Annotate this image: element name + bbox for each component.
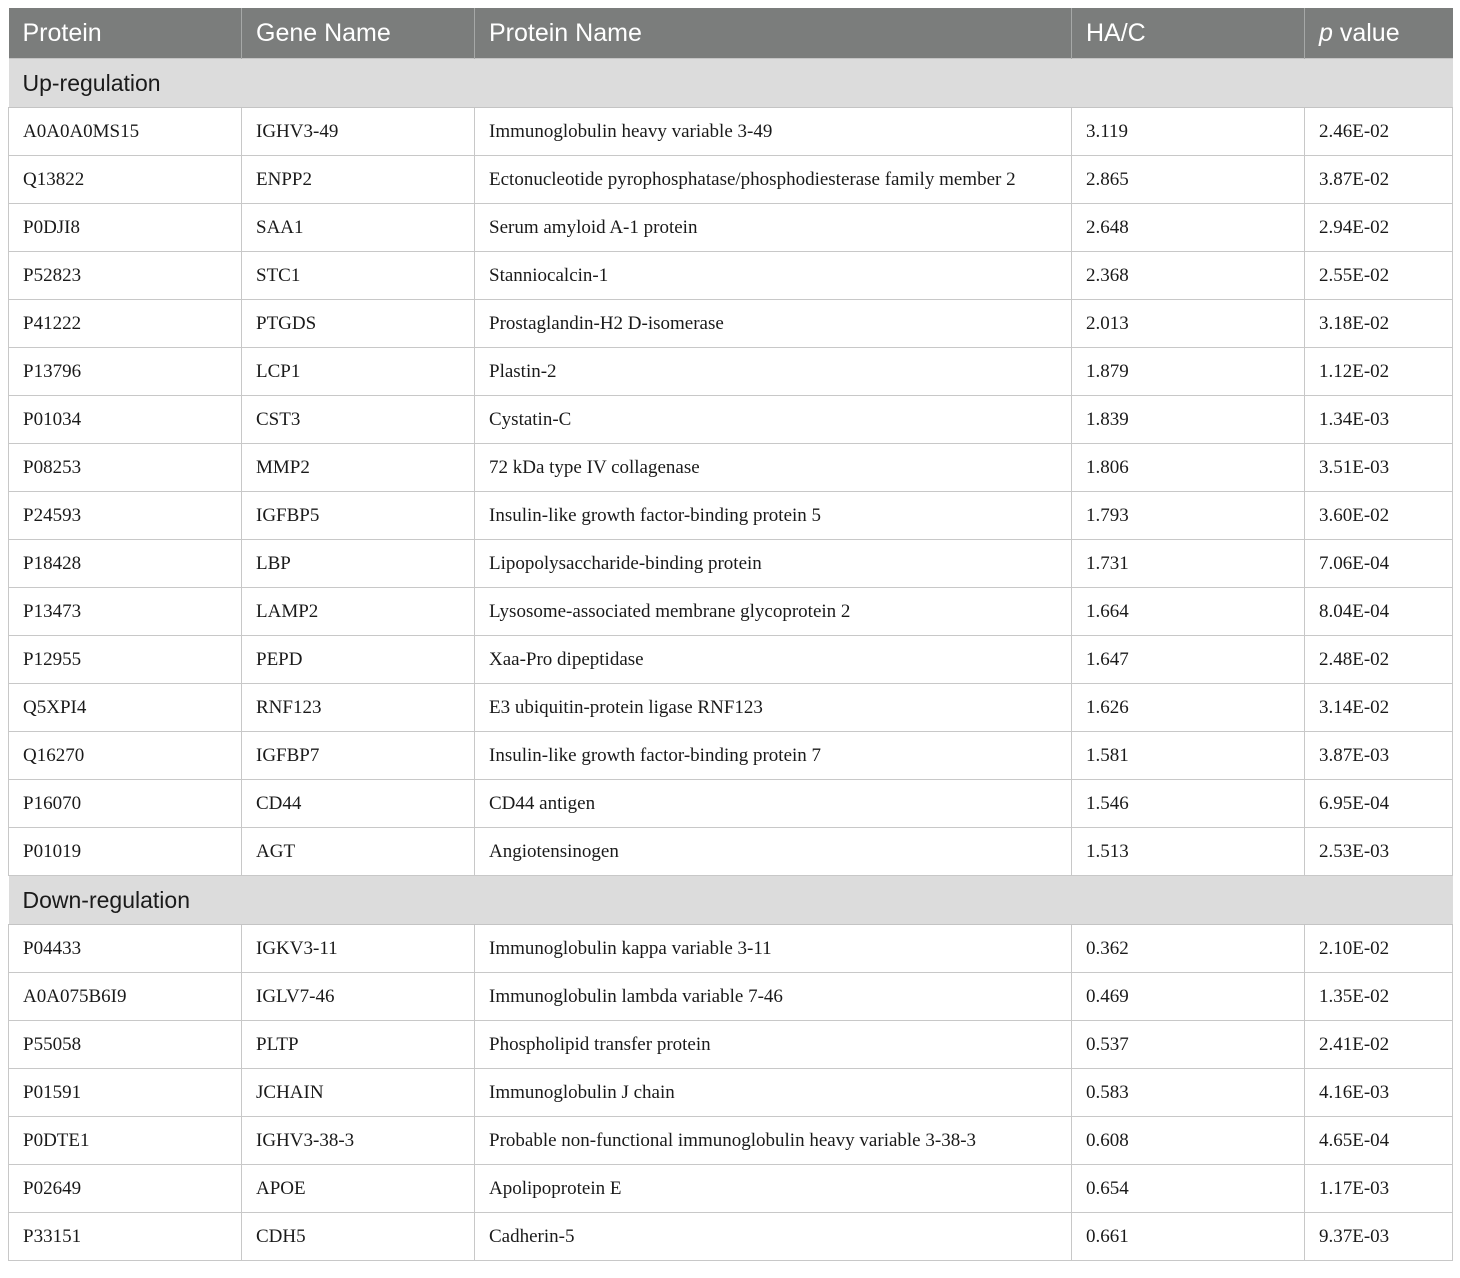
cell-ratio: 1.879: [1072, 348, 1305, 396]
cell-protein: P01591: [9, 1069, 242, 1117]
table-row: [9, 1213, 1453, 1261]
cell-protein-name: Immunoglobulin kappa variable 3-11: [475, 925, 1072, 973]
cell-gene-name: SAA1: [242, 204, 475, 252]
table-row: [9, 780, 1453, 828]
cell-protein-name: E3 ubiquitin-protein ligase RNF123: [475, 684, 1072, 732]
table-row: [9, 252, 1453, 300]
cell-p-value: 3.18E-02: [1305, 300, 1453, 348]
cell-p-value: 2.41E-02: [1305, 1021, 1453, 1069]
cell-protein-name: Lysosome-associated membrane glycoprotein 2: [475, 588, 1072, 636]
cell-ratio: 2.648: [1072, 204, 1305, 252]
table-row: [9, 1117, 1453, 1165]
cell-ratio: 0.654: [1072, 1165, 1305, 1213]
cell-ratio: 1.513: [1072, 828, 1305, 876]
cell-p-value: 2.55E-02: [1305, 252, 1453, 300]
cell-protein: P0DTE1: [9, 1117, 242, 1165]
cell-protein: A0A075B6I9: [9, 973, 242, 1021]
cell-p-value: 2.94E-02: [1305, 204, 1453, 252]
cell-gene-name: LBP: [242, 540, 475, 588]
header-p-rest: value: [1332, 18, 1400, 47]
table-row: [9, 540, 1453, 588]
cell-ratio: 0.362: [1072, 925, 1305, 973]
header-row: [9, 8, 1453, 59]
cell-ratio: 1.839: [1072, 396, 1305, 444]
cell-gene-name: PTGDS: [242, 300, 475, 348]
table-row: [9, 492, 1453, 540]
cell-protein-name: Lipopolysaccharide-binding protein: [475, 540, 1072, 588]
cell-ratio: 2.013: [1072, 300, 1305, 348]
cell-p-value: 2.53E-03: [1305, 828, 1453, 876]
cell-p-value: 1.17E-03: [1305, 1165, 1453, 1213]
cell-ratio: 1.664: [1072, 588, 1305, 636]
cell-gene-name: LAMP2: [242, 588, 475, 636]
cell-ratio: 1.581: [1072, 732, 1305, 780]
table-row: [9, 828, 1453, 876]
protein-table: [8, 8, 1453, 1261]
cell-p-value: 4.65E-04: [1305, 1117, 1453, 1165]
cell-protein: P04433: [9, 925, 242, 973]
cell-gene-name: MMP2: [242, 444, 475, 492]
cell-ratio: 1.806: [1072, 444, 1305, 492]
section-row: [9, 876, 1453, 925]
protein-table-container: [8, 8, 1452, 1261]
cell-ratio: 1.626: [1072, 684, 1305, 732]
cell-gene-name: IGFBP5: [242, 492, 475, 540]
table-row: [9, 348, 1453, 396]
header-protein: Protein: [9, 8, 242, 59]
cell-protein: P52823: [9, 252, 242, 300]
cell-gene-name: APOE: [242, 1165, 475, 1213]
cell-protein: P16070: [9, 780, 242, 828]
cell-protein-name: Prostaglandin-H2 D-isomerase: [475, 300, 1072, 348]
cell-protein: P0DJI8: [9, 204, 242, 252]
cell-protein-name: Insulin-like growth factor-binding protein 7: [475, 732, 1072, 780]
table-row: [9, 1165, 1453, 1213]
cell-protein-name: Insulin-like growth factor-binding protein 5: [475, 492, 1072, 540]
cell-ratio: 0.661: [1072, 1213, 1305, 1261]
table-row: [9, 444, 1453, 492]
cell-p-value: 1.35E-02: [1305, 973, 1453, 1021]
cell-protein-name: Angiotensinogen: [475, 828, 1072, 876]
cell-p-value: 3.60E-02: [1305, 492, 1453, 540]
cell-gene-name: IGHV3-38-3: [242, 1117, 475, 1165]
header-p-value: [1305, 8, 1453, 59]
table-row: [9, 1021, 1453, 1069]
cell-protein-name: Ectonucleotide pyrophosphatase/phosphodiesterase family member 2: [475, 156, 1072, 204]
section-title: Up-regulation: [9, 59, 1453, 108]
cell-ratio: 1.647: [1072, 636, 1305, 684]
cell-protein-name: CD44 antigen: [475, 780, 1072, 828]
cell-protein: P08253: [9, 444, 242, 492]
cell-protein: Q5XPI4: [9, 684, 242, 732]
header-protein-name: Protein Name: [475, 8, 1072, 59]
cell-protein: P41222: [9, 300, 242, 348]
cell-protein: P24593: [9, 492, 242, 540]
section-row: [9, 59, 1453, 108]
cell-gene-name: AGT: [242, 828, 475, 876]
section-title: Down-regulation: [9, 876, 1453, 925]
table-row: [9, 1069, 1453, 1117]
cell-protein-name: 72 kDa type IV collagenase: [475, 444, 1072, 492]
cell-p-value: 7.06E-04: [1305, 540, 1453, 588]
header-p-italic: p: [1319, 18, 1333, 47]
cell-protein: P33151: [9, 1213, 242, 1261]
header-gene-name: Gene Name: [242, 8, 475, 59]
cell-gene-name: CD44: [242, 780, 475, 828]
cell-protein-name: Plastin-2: [475, 348, 1072, 396]
cell-gene-name: CST3: [242, 396, 475, 444]
cell-protein: A0A0A0MS15: [9, 108, 242, 156]
cell-ratio: 3.119: [1072, 108, 1305, 156]
cell-protein: P13796: [9, 348, 242, 396]
cell-protein: P18428: [9, 540, 242, 588]
cell-protein: P01034: [9, 396, 242, 444]
cell-protein: P12955: [9, 636, 242, 684]
cell-p-value: 3.14E-02: [1305, 684, 1453, 732]
cell-p-value: 4.16E-03: [1305, 1069, 1453, 1117]
cell-ratio: 0.608: [1072, 1117, 1305, 1165]
cell-p-value: 1.34E-03: [1305, 396, 1453, 444]
cell-p-value: 1.12E-02: [1305, 348, 1453, 396]
cell-gene-name: ENPP2: [242, 156, 475, 204]
cell-protein: Q13822: [9, 156, 242, 204]
cell-protein: Q16270: [9, 732, 242, 780]
cell-gene-name: IGLV7-46: [242, 973, 475, 1021]
cell-gene-name: CDH5: [242, 1213, 475, 1261]
cell-protein-name: Immunoglobulin heavy variable 3-49: [475, 108, 1072, 156]
cell-ratio: 2.865: [1072, 156, 1305, 204]
cell-p-value: 9.37E-03: [1305, 1213, 1453, 1261]
cell-protein-name: Apolipoprotein E: [475, 1165, 1072, 1213]
table-row: [9, 684, 1453, 732]
table-row: [9, 204, 1453, 252]
cell-gene-name: STC1: [242, 252, 475, 300]
header-ratio: HA/C: [1072, 8, 1305, 59]
cell-gene-name: PLTP: [242, 1021, 475, 1069]
table-row: [9, 300, 1453, 348]
cell-gene-name: IGHV3-49: [242, 108, 475, 156]
cell-protein-name: Immunoglobulin lambda variable 7-46: [475, 973, 1072, 1021]
cell-protein: P55058: [9, 1021, 242, 1069]
table-row: [9, 925, 1453, 973]
cell-ratio: 0.583: [1072, 1069, 1305, 1117]
cell-p-value: 3.87E-03: [1305, 732, 1453, 780]
cell-gene-name: RNF123: [242, 684, 475, 732]
cell-protein: P02649: [9, 1165, 242, 1213]
cell-p-value: 3.87E-02: [1305, 156, 1453, 204]
cell-protein-name: Xaa-Pro dipeptidase: [475, 636, 1072, 684]
cell-p-value: 8.04E-04: [1305, 588, 1453, 636]
cell-gene-name: PEPD: [242, 636, 475, 684]
cell-ratio: 0.469: [1072, 973, 1305, 1021]
cell-protein-name: Cadherin-5: [475, 1213, 1072, 1261]
cell-p-value: 6.95E-04: [1305, 780, 1453, 828]
table-row: [9, 588, 1453, 636]
cell-protein-name: Serum amyloid A-1 protein: [475, 204, 1072, 252]
cell-ratio: 1.546: [1072, 780, 1305, 828]
cell-protein-name: Immunoglobulin J chain: [475, 1069, 1072, 1117]
cell-p-value: 2.10E-02: [1305, 925, 1453, 973]
table-row: [9, 973, 1453, 1021]
cell-protein: P13473: [9, 588, 242, 636]
cell-ratio: 2.368: [1072, 252, 1305, 300]
cell-ratio: 0.537: [1072, 1021, 1305, 1069]
cell-gene-name: JCHAIN: [242, 1069, 475, 1117]
table-row: [9, 396, 1453, 444]
cell-ratio: 1.793: [1072, 492, 1305, 540]
cell-protein-name: Probable non-functional immunoglobulin heavy variable 3-38-3: [475, 1117, 1072, 1165]
table-body: [9, 59, 1453, 1261]
cell-p-value: 2.48E-02: [1305, 636, 1453, 684]
cell-gene-name: IGKV3-11: [242, 925, 475, 973]
cell-protein-name: Cystatin-C: [475, 396, 1072, 444]
table-row: [9, 732, 1453, 780]
cell-protein-name: Stanniocalcin-1: [475, 252, 1072, 300]
cell-gene-name: IGFBP7: [242, 732, 475, 780]
cell-p-value: 2.46E-02: [1305, 108, 1453, 156]
table-row: [9, 108, 1453, 156]
cell-gene-name: LCP1: [242, 348, 475, 396]
cell-ratio: 1.731: [1072, 540, 1305, 588]
cell-protein-name: Phospholipid transfer protein: [475, 1021, 1072, 1069]
table-row: [9, 636, 1453, 684]
table-row: [9, 156, 1453, 204]
cell-protein: P01019: [9, 828, 242, 876]
cell-p-value: 3.51E-03: [1305, 444, 1453, 492]
